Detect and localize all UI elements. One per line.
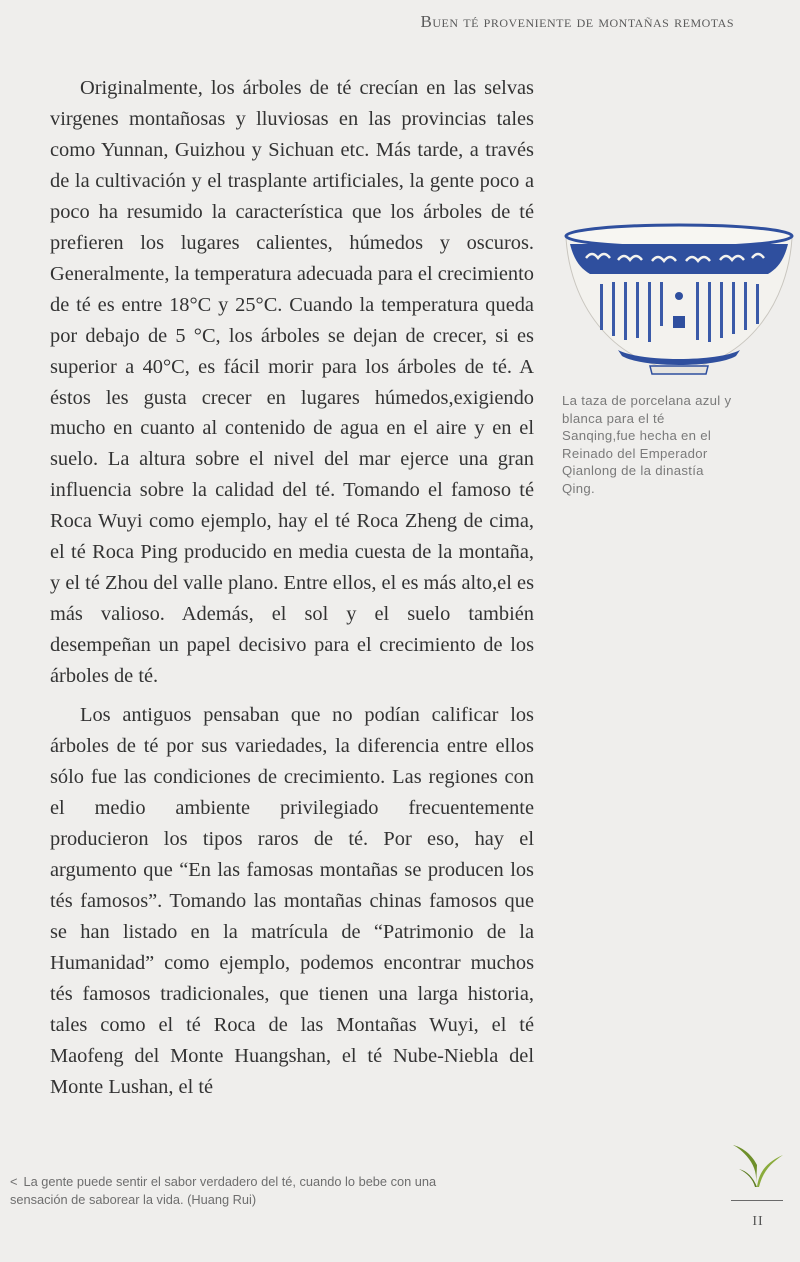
- footnote: [10, 1173, 470, 1209]
- tea-leaf-icon: [731, 1135, 785, 1195]
- porcelain-bowl-illustration: [560, 222, 798, 377]
- paragraph-1: Originalmente, los árboles de té crecían en las selvas virgenes montañosas y lluviosas en las provincias tales como Yunnan, Guizhou y Sichuan etc. Más tarde, a través de la cultivación y el trasplante artificiales, la gente poco a poco ha resumido la característica que los árboles de té prefieren los lugares calientes, húmedos y oscuros. Generalmente, la temperatura adecuada para el crecimiento de té es entre 18°C y 25°C. Cuando la temperatura queda por debajo de 5 °C, los árboles se dejan de crecer, si es superior a 40°C, es fácil morir para los árboles de té. A éstos les gusta crecer en lugares húmedos,exigiendo mucho en cuanto al contenido de agua en el aire y en el suelo. La altura sobre el nivel del mar ejerce una gran influencia sobre la calidad del té. Tomando el famoso té Roca Wuyi como ejemplo, hay el té Roca Zheng de cima, el té Roca Ping producido en media cuesta de la montaña, y el té Zhou del valle plano. Entre ellos, el es más alto,el es más valioso. Además, el sol y el suelo también desempeñan un papel decisivo para el crecimiento de los árboles de té.: [50, 77, 534, 688]
- footnote-text: La gente puede sentir el sabor verdadero del té, cuando lo bebe con una sensación de saborear la vida. (Huang Rui): [10, 1174, 437, 1207]
- footnote-marker: <: [10, 1174, 18, 1189]
- running-header: Buen té proveniente de montañas remotas: [420, 12, 734, 31]
- porcelain-bowl-image: [560, 222, 798, 377]
- footer-rule: [731, 1200, 783, 1201]
- paragraph-2: Los antiguos pensaban que no podían calificar los árboles de té por sus variedades, la diferencia entre ellos sólo fue las condiciones de crecimiento. Las regiones con el medio ambiente privilegiado frecuentemente producieron los tipos raros de té. Por eso, hay el argumento que “En las famosas montañas se producen los tés famosos”. Tomando las montañas chinas famosos que se han listado en la matrícula de “Patrimonio de la Humanidad” como ejemplo, podemos encontrar muchos tés famosos tradicionales, que tienen una larga historia, tales como el té Roca de las Montañas Wuyi, el té Maofeng del Monte Huangshan, el té Nube-Niebla del Monte Lushan, el té: [50, 704, 534, 1098]
- figure-caption: La taza de porcelana azul y blanca para el té Sanqing,fue hecha en el Reinado del Emperador Qianlong de la dinastía Qing.: [562, 393, 732, 496]
- page-number: II: [752, 1214, 764, 1229]
- body-text: [50, 73, 534, 1102]
